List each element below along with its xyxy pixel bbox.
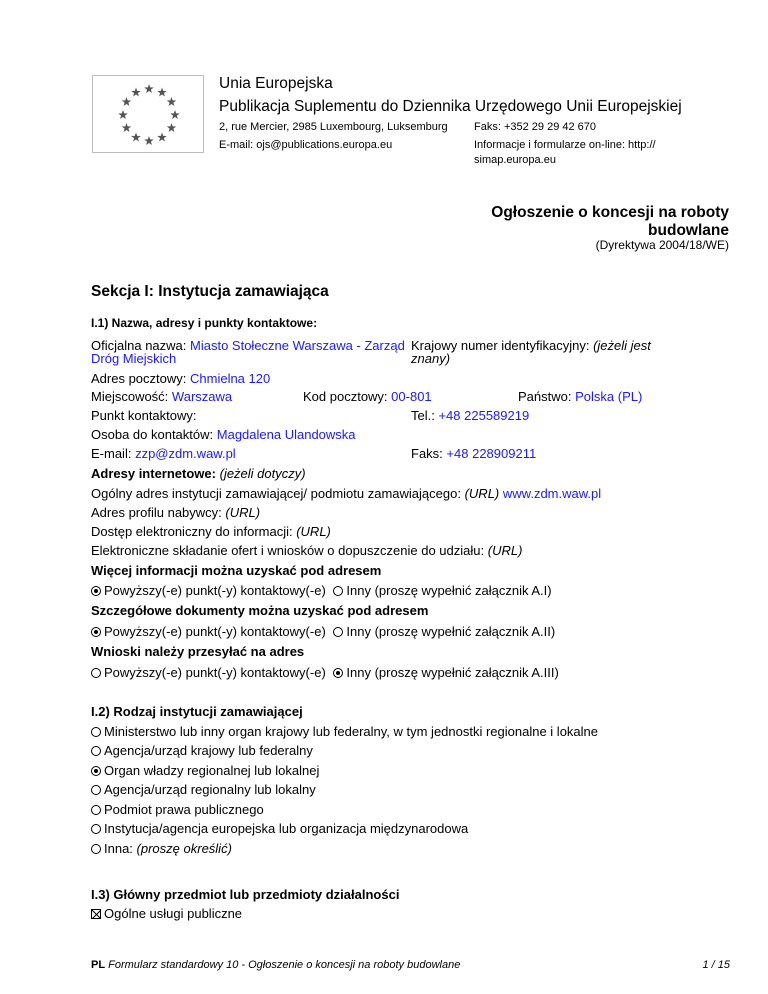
footer-form: PL Formularz standardowy 10 - Ogłoszenie o koncesji na roboty budowlane [91,959,461,971]
country: Państwo: Polska (PL) [518,389,643,404]
publisher-email: E-mail: ojs@publications.europa.eu [219,139,393,151]
requests-contact-radio[interactable] [91,668,101,678]
eu-star-icon [167,123,177,132]
authority-type-option: Instytucja/agencja europejska lub organizacja międzynarodowa [91,820,468,838]
requests-heading: Wnioski należy przesyłać na adres [91,644,305,659]
eu-stars-icon [93,76,203,152]
authority-type-radio[interactable] [91,805,101,815]
general-address: Ogólny adres instytucji zamawiającej/ podmiotu zamawiającego: (URL) www.zdm.waw.pl [91,486,602,501]
eu-star-icon [157,88,167,97]
eu-star-icon [144,136,154,145]
authority-type-radio[interactable] [91,824,101,834]
internet-heading: Adresy internetowe: (jeżeli dotyczy) [91,466,306,481]
general-address-link[interactable]: www.zdm.waw.pl [502,486,602,501]
more-info-options: Powyższy(-e) punkt(-y) kontaktowy(-e) Inny (proszę wypełnić załącznik A.I) [91,582,552,600]
authority-type-radio[interactable] [91,746,101,756]
activity-checkbox[interactable] [91,909,101,919]
more-info-contact-radio[interactable] [91,586,101,596]
authority-type-radio[interactable] [91,727,101,737]
authority-type-option: Agencja/urząd krajowy lub federalny [91,742,313,760]
authority-type-radio[interactable] [91,766,101,776]
i1-heading: I.1) Nazwa, adresy i punkty kontaktowe: [91,316,318,330]
official-name: Oficjalna nazwa: Miasto Stołeczne Warszawa - Zarząd [91,338,405,353]
town: Miejscowość: Warszawa [91,389,233,404]
i3-heading: I.3) Główny przedmiot lub przedmioty działalności [91,887,400,902]
authority-type-option: Organ władzy regionalnej lub lokalnej [91,762,319,780]
telephone: Tel.: +48 225589219 [411,408,530,423]
official-name-value: Miasto Stołeczne Warszawa - Zarząd [190,338,405,353]
docs-options: Powyższy(-e) punkt(-y) kontaktowy(-e) Inny (proszę wypełnić załącznik A.II) [91,623,555,641]
postcode: Kod pocztowy: 00-801 [303,389,432,404]
page-number: 1 / 15 [702,959,730,971]
docs-heading: Szczegółowe dokumenty można uzyskać pod adresem [91,603,429,618]
contact-person: Osoba do kontaktów: Magdalena Ulandowska [91,427,356,442]
eu-star-icon [170,110,180,119]
docs-other-radio[interactable] [333,627,343,637]
publisher-info-line2: simap.europa.eu [474,154,556,166]
eu-star-icon [122,123,132,132]
docs-contact-radio[interactable] [91,627,101,637]
authority-type-option: Podmiot prawa publicznego [91,801,264,819]
more-info-heading: Więcej informacji można uzyskać pod adresem [91,563,382,578]
eu-star-icon [157,133,167,142]
eu-star-icon [122,97,132,106]
publisher-address: 2, rue Mercier, 2985 Luxembourg, Luksemburg [219,121,448,133]
publisher-fax: Faks: +352 29 29 42 670 [474,121,597,133]
contact-email-link[interactable]: zzp@zdm.waw.pl [135,446,236,461]
contact-email: E-mail: zzp@zdm.waw.pl [91,446,236,461]
eu-title: Unia Europejska [219,75,333,92]
postal-address: Adres pocztowy: Chmielna 120 [91,371,271,386]
authority-type-option: Inna: (proszę określić) [91,840,232,858]
activity-option: Ogólne usługi publiczne [91,905,242,923]
authority-type-option: Ministerstwo lub inny organ krajowy lub federalny, w tym jednostki regionalne i lokalne [91,723,598,741]
requests-other-radio[interactable] [333,668,343,678]
doc-title-line2: budowlane [648,222,729,239]
doc-title-line1: Ogłoszenie o koncesji na roboty [491,204,729,221]
buyer-profile: Adres profilu nabywcy: (URL) [91,505,261,520]
authority-type-radio[interactable] [91,785,101,795]
i2-heading: I.2) Rodzaj instytucji zamawiającej [91,704,303,719]
official-name-value-line2: Dróg Miejskich [91,351,177,366]
requests-options: Powyższy(-e) punkt(-y) kontaktowy(-e) Inny (proszę wypełnić załącznik A.III) [91,664,559,682]
eu-star-icon [131,133,141,142]
more-info-other-radio[interactable] [333,586,343,596]
national-id: Krajowy numer identyfikacyjny: (jeżeli jest [411,338,651,353]
eu-star-icon [167,97,177,106]
publication-title: Publikacja Suplementu do Dziennika Urzędowego Unii Europejskiej [219,98,682,115]
eu-star-icon [131,88,141,97]
eu-logo [92,75,204,153]
electronic-submission: Elektroniczne składanie ofert i wniosków o dopuszczenie do udziału: (URL) [91,543,523,558]
section-title: Sekcja I: Instytucja zamawiająca [91,283,329,300]
contact-point: Punkt kontaktowy: [91,408,197,423]
directive: (Dyrektywa 2004/18/WE) [595,238,729,252]
eu-star-icon [144,84,154,93]
eu-star-icon [118,110,128,119]
authority-type-radio[interactable] [91,844,101,854]
contact-fax: Faks: +48 228909211 [411,446,537,461]
authority-type-option: Agencja/urząd regionalny lub lokalny [91,781,316,799]
publisher-info-line1: Informacje i formularze on-line: http:// [474,139,656,151]
national-id-note-line2: znany) [411,351,451,366]
electronic-access: Dostęp elektroniczny do informacji: (URL) [91,524,331,539]
